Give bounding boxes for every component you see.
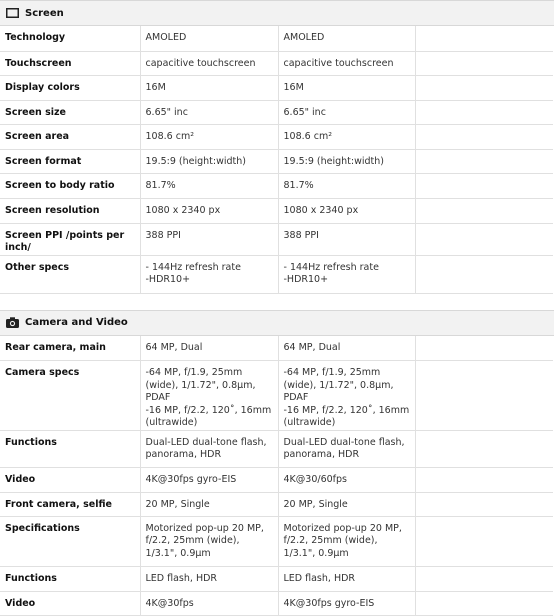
table-row [0,100,553,124]
empty-cell [415,591,553,615]
table-row [0,430,553,467]
spec-label: Touchscreen [0,51,140,75]
spec-label: Screen format [0,149,140,173]
spec-value: 19.5:9 (height:width) [140,149,278,173]
spec-value: 16M [140,75,278,100]
table-row [0,566,553,591]
spec-value: 4K@30fps gyro-EIS [140,467,278,492]
table-row [0,26,553,51]
spec-value: 20 MP, Single [140,492,278,516]
table-row [0,467,553,492]
spec-label: Specifications [0,516,140,566]
empty-cell [415,361,553,431]
screen-section-header [0,0,554,26]
table-row [0,223,553,255]
spec-value: LED flash, HDR [278,566,415,591]
screen-section [0,0,554,294]
spec-value: 388 PPI [278,223,415,255]
spec-label: Functions [0,566,140,591]
empty-cell [415,173,553,198]
empty-cell [415,26,553,51]
spec-label: Screen area [0,124,140,149]
spec-value: 108.6 cm² [278,124,415,149]
empty-cell [415,51,553,75]
table-row [0,516,553,566]
spec-value: Motorized pop-up 20 MP, f/2.2, 25mm (wide), 1/3.1", 0.9µm [140,516,278,566]
table-row [0,124,553,149]
spec-value: 108.6 cm² [140,124,278,149]
empty-cell [415,516,553,566]
screen-spec-table [0,26,553,294]
table-row [0,591,553,615]
spec-label: Video [0,467,140,492]
section-title: Camera and Video [25,317,128,328]
table-row [0,149,553,173]
spec-label: Functions [0,430,140,467]
spec-value: 1080 x 2340 px [140,198,278,223]
empty-cell [415,430,553,467]
spec-value: capacitive touchscreen [140,51,278,75]
camera-section [0,310,554,616]
monitor-icon [5,7,19,19]
empty-cell [415,336,553,361]
spec-value: Dual-LED dual-tone flash, panorama, HDR [278,430,415,467]
spec-value: - 144Hz refresh rate -HDR10+ [140,255,278,293]
spec-label: Front camera, selfie [0,492,140,516]
empty-cell [415,566,553,591]
empty-cell [415,75,553,100]
table-row [0,173,553,198]
camera-icon [5,317,19,329]
spec-value: - 144Hz refresh rate -HDR10+ [278,255,415,293]
spec-value: 19.5:9 (height:width) [278,149,415,173]
spec-value: 20 MP, Single [278,492,415,516]
spec-value: 64 MP, Dual [278,336,415,361]
empty-cell [415,198,553,223]
empty-cell [415,124,553,149]
empty-cell [415,100,553,124]
table-row [0,75,553,100]
spec-value: 4K@30fps gyro-EIS [278,591,415,615]
spec-label: Camera specs [0,361,140,431]
spec-label: Screen resolution [0,198,140,223]
spec-value: -64 MP, f/1.9, 25mm (wide), 1/1.72", 0.8µm, PDAF -16 MP, f/2.2, 120˚, 16mm (ultrawide) [140,361,278,431]
spec-label: Other specs [0,255,140,293]
spec-value: 16M [278,75,415,100]
section-spacer [0,294,554,310]
spec-value: 64 MP, Dual [140,336,278,361]
empty-cell [415,467,553,492]
spec-value: AMOLED [278,26,415,51]
spec-value: 1080 x 2340 px [278,198,415,223]
camera-spec-table [0,336,553,616]
spec-label: Rear camera, main [0,336,140,361]
table-row [0,361,553,431]
empty-cell [415,492,553,516]
table-row [0,198,553,223]
spec-value: 6.65" inc [140,100,278,124]
table-row [0,336,553,361]
spec-value: 6.65" inc [278,100,415,124]
spec-value: Motorized pop-up 20 MP, f/2.2, 25mm (wide), 1/3.1", 0.9µm [278,516,415,566]
spec-label: Display colors [0,75,140,100]
table-row [0,51,553,75]
spec-value: AMOLED [140,26,278,51]
spec-value: Dual-LED dual-tone flash, panorama, HDR [140,430,278,467]
empty-cell [415,223,553,255]
spec-label: Technology [0,26,140,51]
spec-label: Screen PPI /points per inch/ [0,223,140,255]
spec-label: Video [0,591,140,615]
spec-value: capacitive touchscreen [278,51,415,75]
spec-value: 81.7% [140,173,278,198]
spec-value: -64 MP, f/1.9, 25mm (wide), 1/1.72", 0.8µm, PDAF -16 MP, f/2.2, 120˚, 16mm (ultrawide) [278,361,415,431]
section-title: Screen [25,7,64,19]
camera-section-header [0,310,554,336]
spec-label: Screen size [0,100,140,124]
table-row [0,255,553,293]
spec-value: LED flash, HDR [140,566,278,591]
spec-label: Screen to body ratio [0,173,140,198]
spec-value: 81.7% [278,173,415,198]
table-row [0,492,553,516]
spec-value: 4K@30/60fps [278,467,415,492]
empty-cell [415,255,553,293]
empty-cell [415,149,553,173]
spec-value: 388 PPI [140,223,278,255]
spec-value: 4K@30fps [140,591,278,615]
